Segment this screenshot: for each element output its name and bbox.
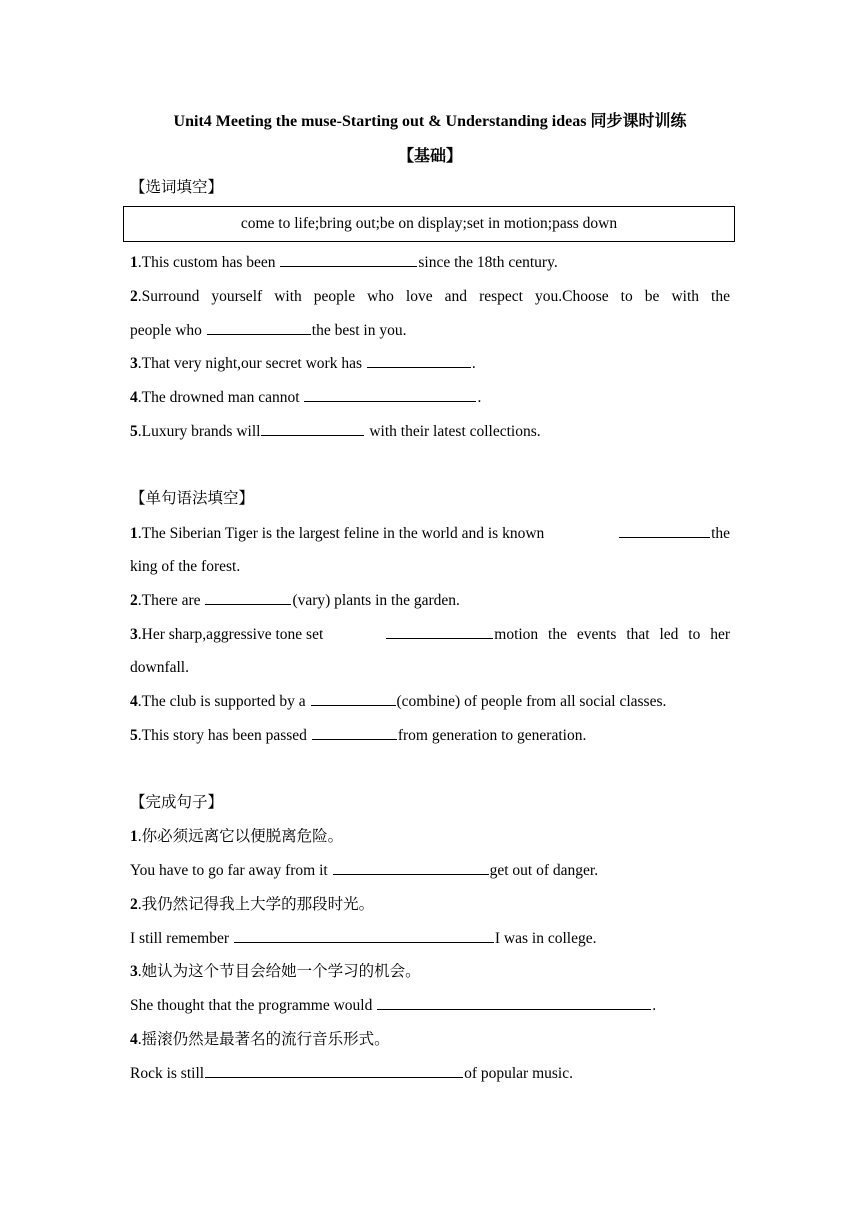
s3-question-3-chinese [130, 961, 730, 983]
s1-question-2-line2 [130, 320, 730, 342]
s3-question-4-english [130, 1063, 730, 1085]
question-text: from generation to generation. [397, 727, 587, 744]
s3-question-4-chinese [130, 1029, 730, 1051]
question-number: 3 [130, 355, 138, 372]
question-text-start [130, 523, 544, 545]
chinese-prompt: .摇滚仍然是最著名的流行音乐形式。 [137, 1031, 390, 1048]
question-text: She thought that the programme would [130, 997, 377, 1014]
s2-question-1-line1 [130, 523, 730, 545]
answer-blank[interactable] [367, 353, 471, 368]
question-number: 2 [130, 896, 138, 913]
s2-question-2 [130, 590, 730, 612]
question-text: (vary) plants in the garden. [292, 592, 460, 609]
question-number: 1 [130, 254, 138, 271]
s1-question-2-line1 [130, 286, 730, 308]
question-number: 3 [130, 963, 138, 980]
question-number: 4 [130, 389, 138, 406]
question-text: . [652, 997, 657, 1014]
question-number: 3 [130, 626, 138, 643]
question-text: downfall. [130, 659, 189, 676]
s1-question-4 [130, 387, 730, 409]
question-number: 1 [130, 525, 138, 542]
question-number: 5 [130, 727, 138, 744]
question-text: of popular music. [464, 1065, 573, 1082]
s2-question-5 [130, 725, 730, 747]
question-text: .Surround yourself with people who love and respect you.Choose to be with the [137, 288, 730, 305]
question-text-start [130, 624, 323, 646]
question-text: . [477, 389, 482, 406]
answer-blank[interactable] [280, 252, 417, 267]
question-text: with their latest collections. [365, 423, 541, 440]
question-text: .This story has been passed [137, 727, 311, 744]
question-text: . [471, 355, 476, 372]
question-text: .Luxury brands will [137, 423, 261, 440]
question-text: the [711, 525, 730, 542]
question-text: since the 18th century. [418, 254, 558, 271]
question-text: king of the forest. [130, 558, 241, 575]
s3-question-2-chinese [130, 894, 730, 916]
answer-blank[interactable] [205, 1063, 463, 1078]
question-number: 2 [130, 288, 138, 305]
question-text: I still remember [130, 930, 233, 947]
question-number: 5 [130, 423, 138, 440]
worksheet-title: Unit4 Meeting the muse-Starting out & Understanding ideas 同步课时训练 [173, 113, 687, 130]
question-text: people who [130, 322, 206, 339]
question-text: I was in college. [494, 930, 597, 947]
question-text: Rock is still [130, 1065, 205, 1082]
answer-blank[interactable] [619, 523, 710, 538]
question-number: 4 [130, 1031, 138, 1048]
question-text: .The Siberian Tiger is the largest feline in the world and is known [137, 525, 545, 542]
s2-question-1-line2 [130, 556, 730, 578]
answer-blank[interactable] [377, 995, 651, 1010]
question-text: the best in you. [311, 322, 407, 339]
answer-blank[interactable] [234, 928, 494, 943]
question-text: .The drowned man cannot [137, 389, 304, 406]
s2-question-3-line1 [130, 624, 730, 646]
answer-blank[interactable] [333, 860, 489, 875]
question-text-end [618, 523, 730, 545]
answer-blank[interactable] [386, 624, 493, 639]
question-number: 4 [130, 693, 138, 710]
word-bank-box [123, 206, 735, 242]
question-text: (combine) of people from all social classes. [396, 693, 667, 710]
s1-question-5 [130, 421, 730, 443]
question-text: .There are [137, 592, 205, 609]
question-text: get out of danger. [489, 862, 599, 879]
s2-question-4 [130, 691, 730, 713]
level-label: 【基础】 [397, 148, 462, 165]
answer-blank[interactable] [205, 590, 291, 605]
section-heading-word-choice: 【选词填空】 [130, 179, 224, 196]
question-text: .This custom has been [137, 254, 280, 271]
word-bank-text: come to life;bring out;be on display;set in motion;pass down [240, 215, 618, 232]
s3-question-1-chinese [130, 826, 730, 848]
question-text-end [385, 624, 730, 646]
question-text: motion the events that led to her [494, 626, 730, 643]
section-heading-grammar: 【单句语法填空】 [130, 490, 255, 507]
s3-question-2-english [130, 928, 730, 950]
question-text: .The club is supported by a [137, 693, 310, 710]
answer-blank[interactable] [311, 691, 396, 706]
question-text: .Her sharp,aggressive tone set [137, 626, 324, 643]
s3-question-1-english [130, 860, 730, 882]
chinese-prompt: .我仍然记得我上大学的那段时光。 [137, 896, 375, 913]
s1-question-1 [130, 252, 730, 274]
question-text: You have to go far away from it [130, 862, 332, 879]
chinese-prompt: .她认为这个节目会给她一个学习的机会。 [137, 963, 421, 980]
question-number: 2 [130, 592, 138, 609]
section-heading-complete-sentences: 【完成句子】 [130, 794, 224, 811]
question-number: 1 [130, 828, 138, 845]
s1-question-3 [130, 353, 730, 375]
answer-blank[interactable] [312, 725, 397, 740]
chinese-prompt: .你必须远离它以便脱离危险。 [137, 828, 344, 845]
question-text: .That very night,our secret work has [137, 355, 366, 372]
s3-question-3-english [130, 995, 730, 1017]
s2-question-3-line2 [130, 657, 730, 679]
answer-blank[interactable] [207, 320, 311, 335]
answer-blank[interactable] [261, 421, 364, 436]
answer-blank[interactable] [304, 387, 476, 402]
